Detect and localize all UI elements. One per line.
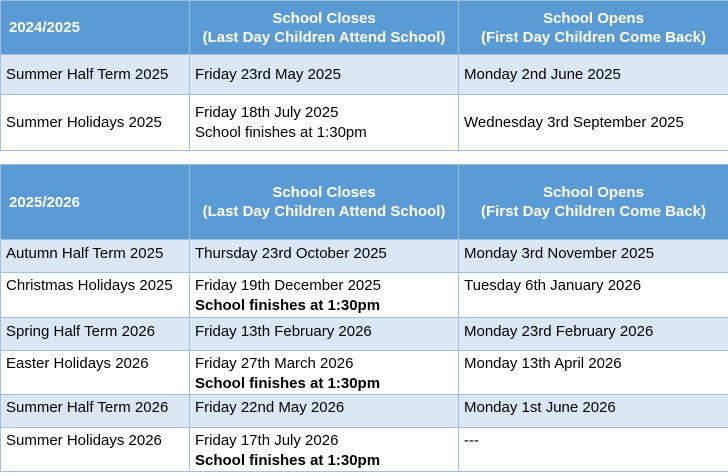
term-name: Autumn Half Term 2025 — [6, 245, 164, 262]
table-row — [1, 428, 728, 472]
term-name: Summer Half Term 2025 — [6, 66, 169, 83]
table-row — [1, 318, 728, 351]
term-name: Summer Holidays 2025 — [6, 113, 162, 131]
closes-date: Friday 27th March 2026 — [195, 355, 354, 372]
closes-date: Friday 13th February 2026 — [195, 323, 372, 340]
header-title: School Opens — [543, 184, 644, 201]
opens-date: Monday 1st June 2026 — [464, 399, 616, 416]
header-title: School Closes — [272, 9, 376, 27]
year-header: 2025/2026 — [1, 165, 190, 240]
term-name: Christmas Holidays 2025 — [6, 277, 173, 294]
opens-date: Wednesday 3rd September 2025 — [464, 113, 684, 131]
opens-date: Monday 13th April 2026 — [464, 355, 622, 372]
year-header: 2024/2025 — [1, 1, 190, 55]
opens-date: --- — [464, 432, 479, 449]
opens-date: Monday 23rd February 2026 — [464, 323, 654, 340]
closes-note: School finishes at 1:30pm — [195, 452, 381, 469]
closes-date: Friday 22nd May 2026 — [195, 399, 345, 416]
table-row — [1, 273, 728, 318]
school-closes-header — [190, 165, 459, 240]
table-header-row — [1, 1, 728, 55]
closes-note: School finishes at 1:30pm — [195, 375, 381, 392]
header-subtitle: (First Day Children Come Back) — [480, 28, 707, 46]
closes-note: School finishes at 1:30pm — [195, 123, 367, 141]
opens-date: Tuesday 6th January 2026 — [464, 277, 642, 294]
header-title: School Opens — [543, 9, 644, 27]
school-closes-header — [190, 1, 459, 55]
term-name: Easter Holidays 2026 — [6, 355, 149, 372]
closes-date: Friday 17th July 2026 — [195, 432, 339, 449]
closes-date: Thursday 23rd October 2025 — [195, 245, 387, 262]
opens-date: Monday 2nd June 2025 — [464, 66, 621, 83]
header-subtitle: (Last Day Children Attend School) — [202, 203, 446, 220]
term-name: Spring Half Term 2026 — [6, 323, 155, 340]
opens-date: Monday 3rd November 2025 — [464, 245, 655, 262]
table-row — [1, 95, 728, 151]
header-subtitle: (Last Day Children Attend School) — [202, 28, 446, 46]
header-subtitle: (First Day Children Come Back) — [480, 203, 707, 220]
table-row — [1, 395, 728, 428]
header-title: School Closes — [272, 184, 376, 201]
closes-date: Friday 18th July 2025 — [195, 103, 339, 121]
term-dates-table-2025-2026 — [0, 164, 728, 472]
term-dates-table-2024-2025 — [0, 0, 728, 151]
table-row — [1, 240, 728, 273]
closes-date: Friday 23rd May 2025 — [195, 66, 341, 83]
term-name: Summer Half Term 2026 — [6, 399, 169, 416]
table-row — [1, 55, 728, 95]
school-opens-header — [459, 1, 728, 55]
term-name: Summer Holidays 2026 — [6, 432, 162, 449]
table-row — [1, 351, 728, 395]
closes-date: Friday 19th December 2025 — [195, 277, 381, 294]
closes-note: School finishes at 1:30pm — [195, 297, 381, 314]
table-header-row — [1, 165, 728, 240]
school-opens-header — [459, 165, 728, 240]
